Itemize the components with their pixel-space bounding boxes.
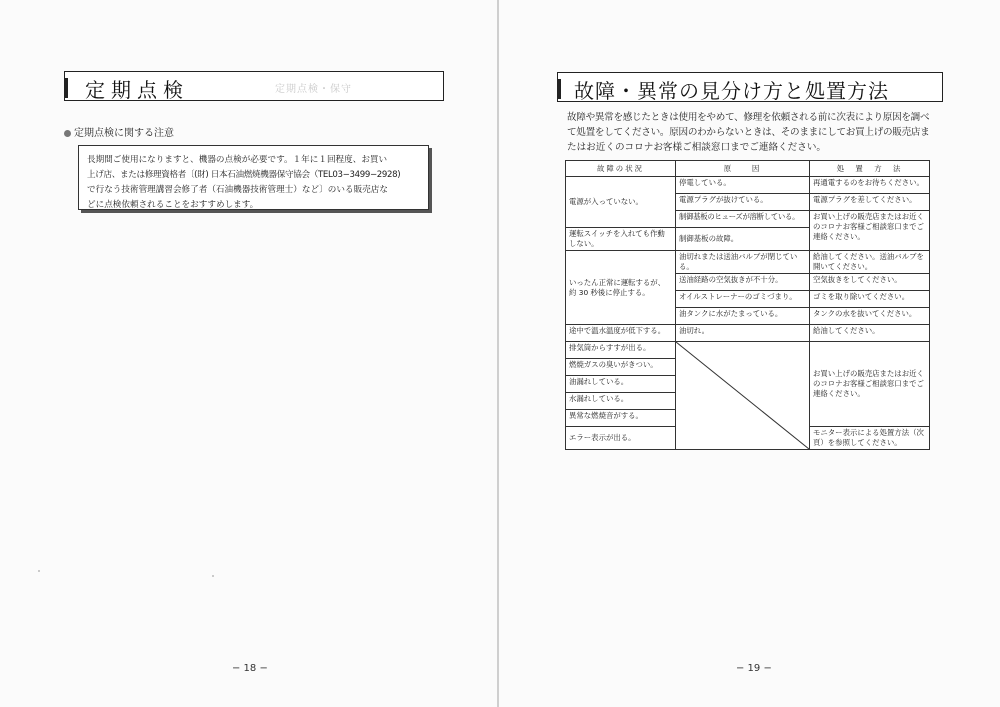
- cause-plug: 電源プラグが抜けている。: [676, 194, 810, 211]
- intro-text: [567, 110, 947, 156]
- table-row: [566, 251, 930, 274]
- remedy-contact-dealer-2: お買い上げの販売店またはお近くのコロナお客様ご相談窓口までご連絡ください。: [810, 342, 930, 427]
- remedy-contact-dealer: お買い上げの販売店またはお近くのコロナお客様ご相談窓口までご連絡ください。: [810, 211, 930, 251]
- diagonal-line: [676, 342, 809, 449]
- cause-valve: 油切れまたは送油バルブが閉じている。: [676, 251, 810, 274]
- header-remedy: 処 置 方 法: [810, 161, 930, 177]
- remedy-monitor: モニター表示による処置方法（次頁）を参照してください。: [810, 427, 930, 450]
- table-header-row: [566, 161, 930, 177]
- remedy-plug: 電源プラグを差してください。: [810, 194, 930, 211]
- table-row: [566, 342, 930, 359]
- table-row: [566, 325, 930, 342]
- situation-smell: 燃焼ガスの臭いがきつい。: [566, 359, 676, 376]
- intro-line: たはお近くのコロナお客様ご相談窓口までご連絡ください。: [567, 142, 827, 154]
- notice-line: で行なう技術管理講習会修了者（石油機器技術管理士）など〕のいる販売店な: [87, 185, 388, 195]
- title-bar-mark: [64, 78, 68, 98]
- header-cause: 原 因: [676, 161, 810, 177]
- left-subheading: [64, 124, 174, 139]
- table-row: [566, 177, 930, 194]
- cause-strainer: オイルストレーナーのゴミづまり。: [676, 291, 810, 308]
- faint-bleed-text: 定期点検・保守: [275, 84, 352, 95]
- subheading-text: 定期点検に関する注意: [74, 128, 174, 139]
- remedy-refuel: 給油してください。: [810, 325, 930, 342]
- cause-fuse: 制御基板のヒューズが溶断している。: [676, 211, 810, 228]
- left-page-title: 定期点検: [85, 78, 189, 102]
- header-situation: 故障の状況: [566, 161, 676, 177]
- remedy-strainer: ゴミを取り除いてください。: [810, 291, 930, 308]
- notice-line: どに点検依頼されることをおすすめします。: [87, 200, 259, 210]
- notice-line: 長期間ご使用になりますと、機器の点検が必要です。１年に１回程度、お買い: [87, 155, 388, 165]
- troubleshooting-table: [565, 160, 930, 450]
- situation-power: 電源が入っていない。: [566, 177, 676, 228]
- left-page-number: − 18 −: [232, 663, 268, 674]
- remedy-outage: 再通電するのをお待ちください。: [810, 177, 930, 194]
- situation-switch: 運転スイッチを入れても作動しない。: [566, 228, 676, 251]
- intro-line: て処置をしてください。原因のわからないときは、そのままにしてお買上げの販売店ま: [567, 127, 930, 139]
- right-page-number: − 19 −: [736, 663, 772, 674]
- title-bar-mark: [557, 79, 561, 99]
- no-cause-diagonal-cell: [676, 342, 810, 450]
- situation-stop: いったん正常に運転するが、約 30 秒後に停止する。: [566, 251, 676, 325]
- remedy-valve: 給油してください。送油バルブを開いてください。: [810, 251, 930, 274]
- scan-speck: [212, 575, 214, 577]
- intro-line: 故障や異常を感じたときは使用をやめて、修理を依頼される前に次表により原因を調べ: [567, 112, 930, 123]
- cause-tank-water: 油タンクに水がたまっている。: [676, 308, 810, 325]
- situation-water-leak: 水漏れしている。: [566, 393, 676, 410]
- cause-air: 送油経路の空気抜きが不十分。: [676, 274, 810, 291]
- situation-temp: 途中で温水温度が低下する。: [566, 325, 676, 342]
- cause-outage: 停電している。: [676, 177, 810, 194]
- scan-speck: [38, 570, 40, 572]
- situation-noise: 異常な燃焼音がする。: [566, 410, 676, 427]
- left-title-box: [64, 71, 444, 101]
- right-page: [499, 0, 1000, 707]
- notice-line: 上げ店、または修理資格者〔(財) 日本石油燃焼機器保守協会（TEL03−3499−2928): [87, 170, 401, 180]
- cause-oil-out: 油切れ。: [676, 325, 810, 342]
- situation-exhaust: 排気筒からすすが出る。: [566, 342, 676, 359]
- cause-board: 制御基板の故障。: [676, 228, 810, 251]
- right-title-box: [557, 72, 943, 102]
- bullet-icon: [64, 130, 71, 137]
- left-page: [0, 0, 497, 707]
- situation-error: エラー表示が出る。: [566, 427, 676, 450]
- right-page-title: 故障・異常の見分け方と処置方法: [574, 79, 889, 103]
- situation-oil-leak: 油漏れしている。: [566, 376, 676, 393]
- remedy-tank-water: タンクの水を抜いてください。: [810, 308, 930, 325]
- remedy-air: 空気抜きをしてください。: [810, 274, 930, 291]
- notice-box: [78, 145, 429, 210]
